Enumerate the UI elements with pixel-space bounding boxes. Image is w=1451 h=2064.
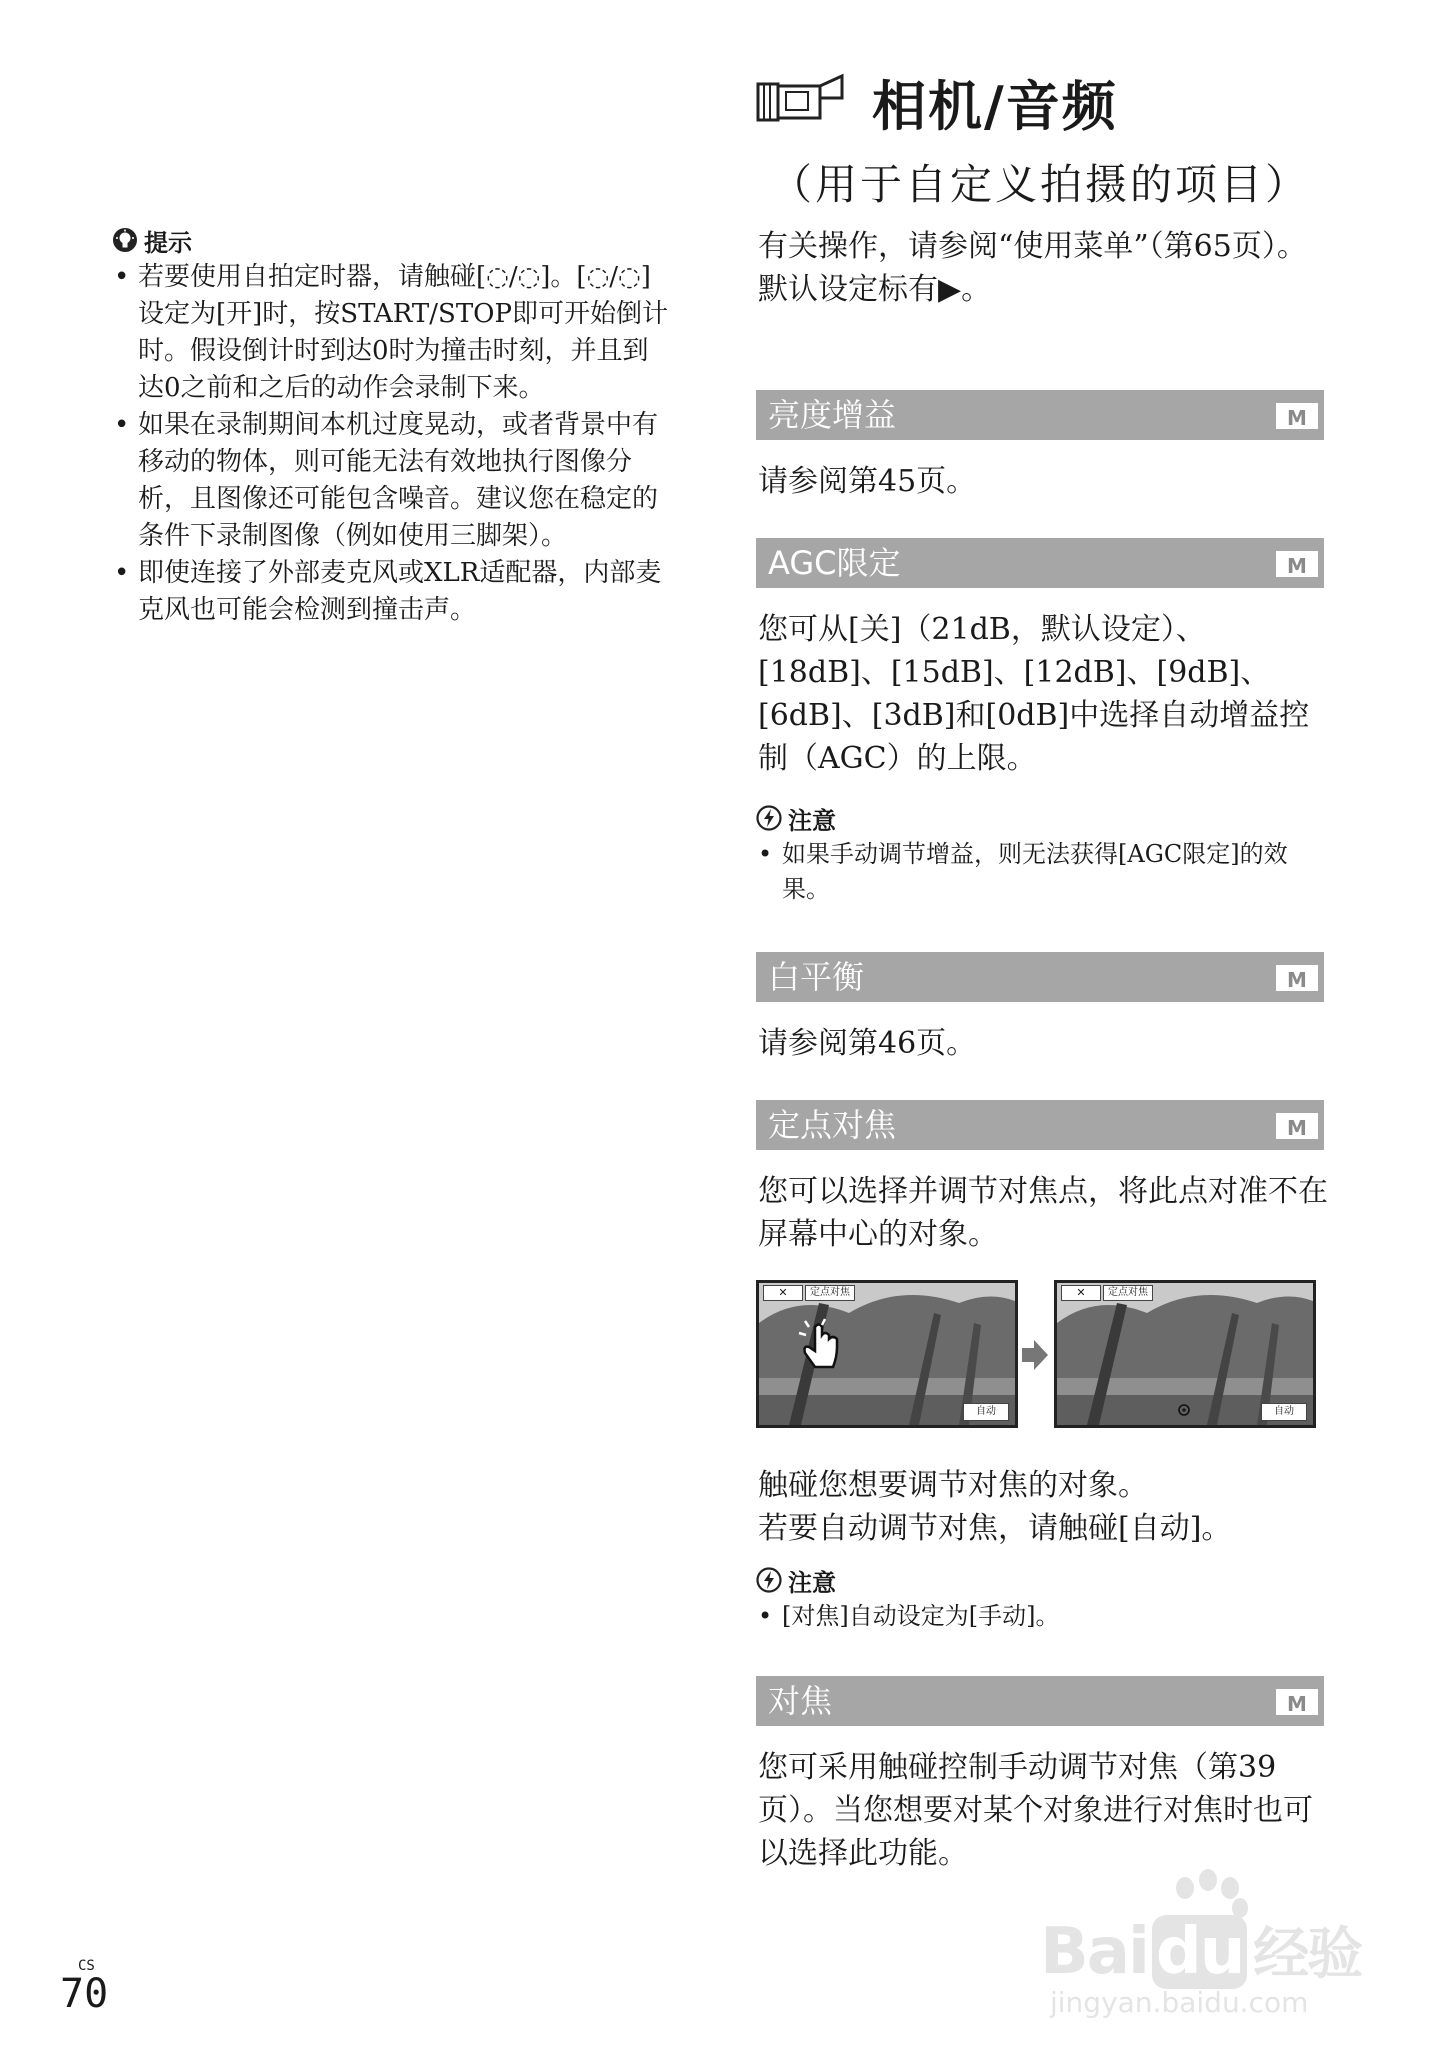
auto-button[interactable]: 自动: [963, 1403, 1009, 1421]
close-button[interactable]: ✕: [763, 1285, 803, 1301]
caution-icon: [756, 1567, 782, 1593]
caution-item: • 如果手动调节增益，则无法获得[AGC限定]的效果。: [756, 837, 1316, 907]
caution-icon: [756, 805, 782, 831]
manual-mode-icon: M: [1276, 1689, 1318, 1715]
section-bar-focus: [756, 1676, 1324, 1726]
section-body: 请参阅第45页。: [758, 464, 977, 499]
caution-heading: [756, 803, 1316, 833]
auto-button[interactable]: 自动: [1261, 1403, 1307, 1421]
caution-box: [756, 1565, 1316, 1634]
screen-before: [756, 1280, 1018, 1428]
page-lang: CS: [78, 1958, 95, 1974]
tip-item: • 即使连接了外部麦克风或XLR适配器，内部麦克风也可能会检测到撞击声。: [112, 555, 672, 629]
arrow-right-icon: [1022, 1338, 1048, 1372]
screen-label: 定点对焦: [805, 1285, 855, 1301]
page-number: [60, 1958, 109, 2017]
section-body: 您可从[关]（21dB，默认设定）、[18dB]、[15dB]、[12dB]、[9dB]、[6dB]、[3dB]和[0dB]中选择自动增益控制（AGC）的上限。: [758, 612, 1310, 776]
section-title: 定点对焦: [768, 1106, 897, 1144]
caution-box: [756, 803, 1316, 907]
section-bar-agc-limit: [756, 538, 1324, 588]
tips-heading: [112, 225, 672, 255]
page-subtitle: （用于自定义拍摄的项目）: [770, 160, 1311, 209]
manual-mode-icon: M: [1276, 403, 1318, 429]
section-title: AGC限定: [768, 544, 901, 582]
camcorder-icon: [756, 72, 846, 132]
manual-mode-icon: M: [1276, 1113, 1318, 1139]
lightbulb-icon: [112, 227, 138, 253]
caution-item: • [对焦]自动设定为[手动]。: [756, 1599, 1316, 1634]
section-body: 请参阅第46页。: [758, 1026, 977, 1061]
tips-heading-label: 提示: [144, 228, 192, 257]
caution-heading-label: 注意: [788, 1568, 836, 1597]
section-body: 您可采用触碰控制手动调节对焦（第39页）。当您想要对某个对象进行对焦时也可以选择此功能。: [758, 1750, 1313, 1871]
tip-item: • 若要使用自拍定时器，请触碰[◌/◌]。[◌/◌]设定为[开]时，按START/STOP即可开始倒计时。假设倒计时到达0时为撞击时刻，并且到达0之前和之后的动作会录制下来。: [112, 259, 672, 407]
page-number-value: 70: [60, 1971, 109, 2017]
section-title: 亮度增益: [768, 396, 897, 434]
title-block: [756, 62, 1396, 212]
baidu-watermark: [1040, 1866, 1370, 2019]
touch-hand-icon: [795, 1317, 843, 1373]
spot-focus-instructions: [758, 1464, 1328, 1550]
instruction-line-1: 触碰您想要调节对焦的对象。: [758, 1468, 1148, 1503]
intro-text: [758, 225, 1328, 311]
screen-label: 定点对焦: [1103, 1285, 1153, 1301]
caution-heading-label: 注意: [788, 806, 836, 835]
intro-line-2: 默认设定标有▶。: [758, 272, 992, 307]
section-title: 对焦: [768, 1682, 833, 1720]
section-bar-spot-focus: [756, 1100, 1324, 1150]
close-button[interactable]: ✕: [1061, 1285, 1101, 1301]
focus-point-icon: [1177, 1403, 1191, 1417]
screen-after: [1054, 1280, 1316, 1428]
watermark-brand: Bai: [1040, 1915, 1148, 1989]
section-bar-brightness-gain: [756, 390, 1324, 440]
caution-heading: [756, 1565, 1316, 1595]
section-body: 您可以选择并调节对焦点，将此点对准不在屏幕中心的对象。: [758, 1174, 1328, 1252]
watermark-url: jingyan.baidu.com: [1050, 1986, 1309, 2019]
tip-item: • 如果在录制期间本机过度晃动，或者背景中有移动的物体，则可能无法有效地执行图像分析，且图像还可能包含噪音。建议您在稳定的条件下录制图像（例如使用三脚架）。: [112, 407, 672, 555]
watermark-brand-2: du: [1152, 1915, 1247, 1989]
section-title: 白平衡: [768, 958, 865, 996]
watermark-cn: 经验: [1253, 1922, 1362, 1987]
manual-mode-icon: M: [1276, 965, 1318, 991]
intro-line-1: 有关操作，请参阅“使用菜单”（第65页）。: [758, 229, 1307, 264]
section-bar-white-balance: [756, 952, 1324, 1002]
manual-mode-icon: M: [1276, 551, 1318, 577]
page-title: 相机/音频: [872, 74, 1118, 138]
instruction-line-2: 若要自动调节对焦，请触碰[自动]。: [758, 1511, 1232, 1546]
tips-box: [112, 225, 672, 629]
